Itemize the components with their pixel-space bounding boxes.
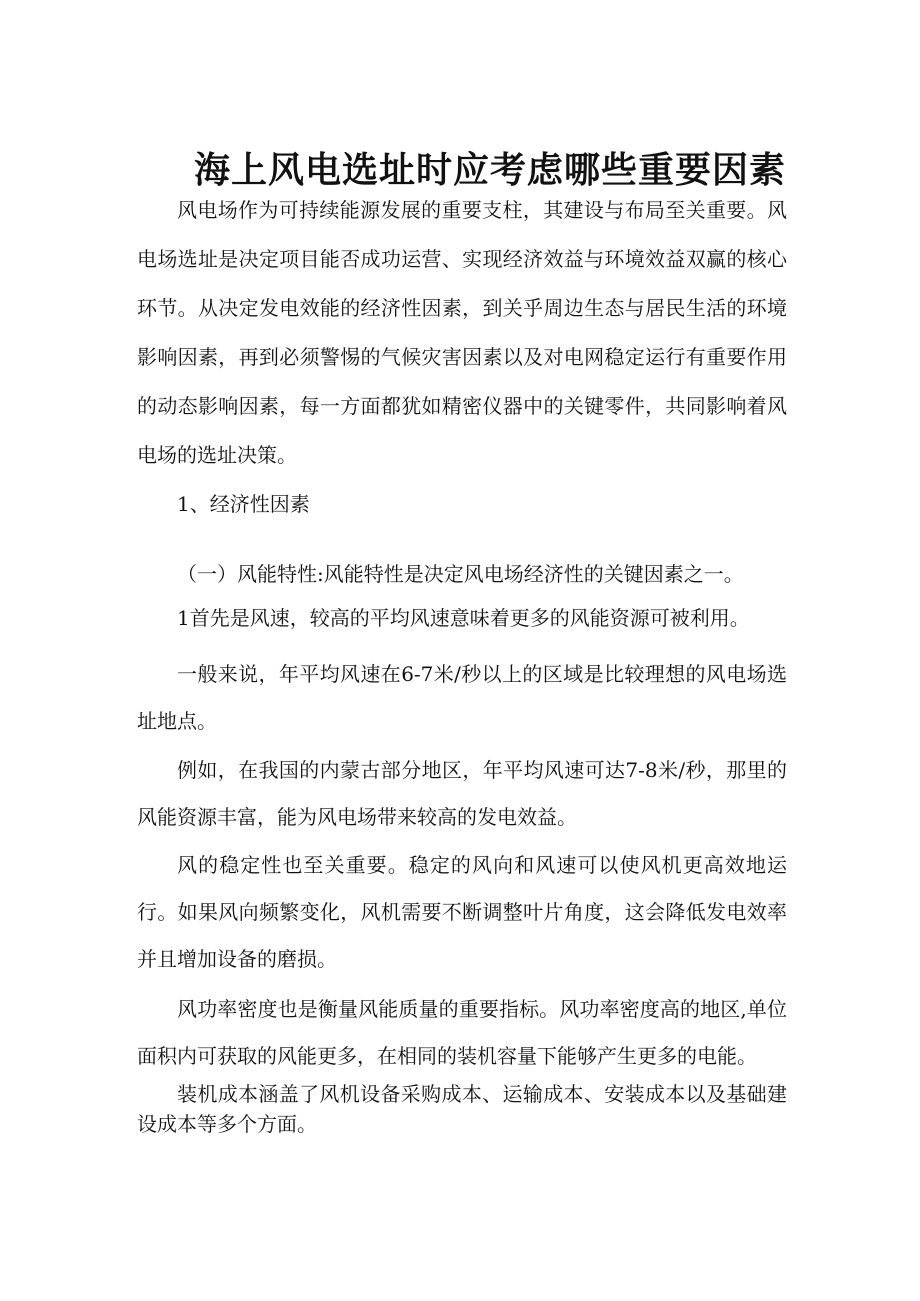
paragraph-installation-cost: 装机成本涵盖了风机设备采购成本、运输成本、安装成本以及基础建设成本等多个方面。 [137,1082,787,1136]
paragraph-example: 例如，在我国的内蒙古部分地区，年平均风速可达7-8米/秒，那里的风能资源丰富，能为风电场带来较高的发电效益。 [137,758,787,829]
intro-paragraph: 风电场作为可持续能源发展的重要支柱，其建设与布局至关重要。风电场选址是决定项目能否成功运营、实现经济效益与环境效益双赢的核心环节。从决定发电效能的经济性因素，到关乎周边生态与居民生活的环境影响因素，再到必须警惕的气候灾害因素以及对电网稳定运行有重要作用的动态影响因素，每一方面都犹如精密仪器中的关键零件，共同影响着风电场的选址决策。 [137,198,787,467]
section-heading-economic: 1、经济性因素 [177,492,310,516]
paragraph-general-rule: 一般来说，年平均风速在6-7米/秒以上的区域是比较理想的风电场选址地点。 [137,662,787,733]
paragraph-wind-speed: 1首先是风速，较高的平均风速意味着更多的风能资源可被利用。 [177,606,750,630]
document-title: 海上风电选址时应考虑哪些重要因素 [193,149,786,192]
paragraph-wind-stability: 风的稳定性也至关重要。稳定的风向和风速可以使风机更高效地运行。如果风向频繁变化，风机需要不断调整叶片角度，这会降低发电效率并且增加设备的磨损。 [137,853,787,971]
paragraph-power-density: 风功率密度也是衡量风能质量的重要指标。风功率密度高的地区,单位面积内可获取的风能更多，在相同的装机容量下能够产生更多的电能。 [137,997,787,1068]
subsection-heading-wind-characteristics: （一）风能特性:风能特性是决定风电场经济性的关键因素之一。 [177,562,744,586]
